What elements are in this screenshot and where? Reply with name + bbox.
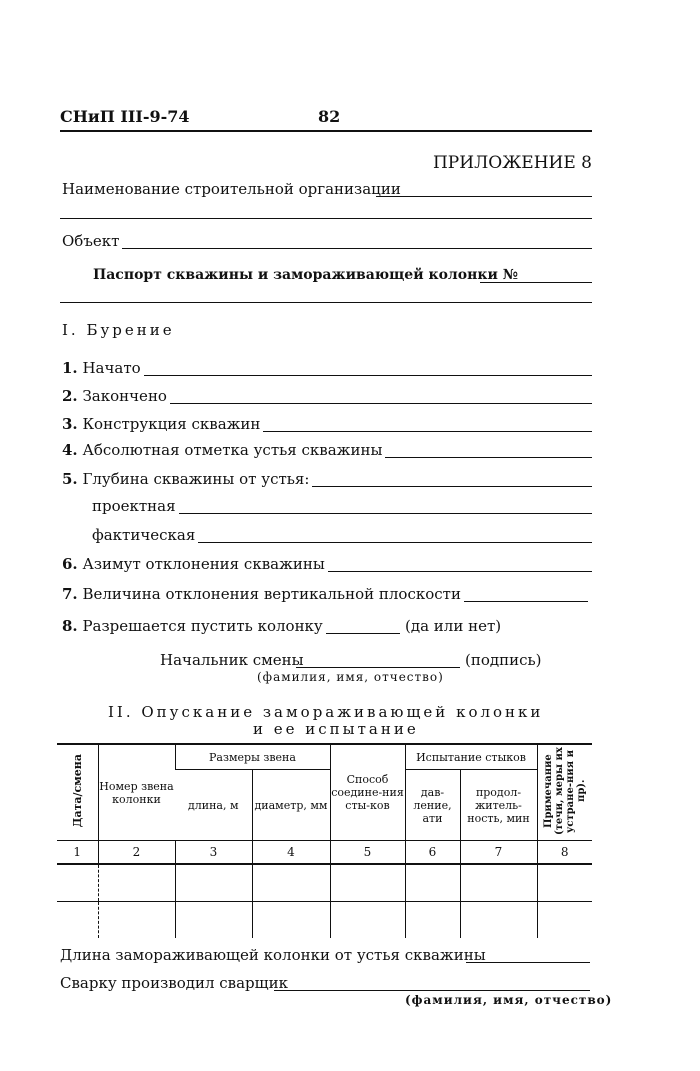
chief-fio-hint: (фамилия, имя, отчество) [257,670,444,684]
item-number: 5. [62,470,78,488]
item-label: Азимут отклонения скважины [82,555,325,573]
org-label: Наименование строительной организации [62,180,401,198]
column-number: 1 [57,841,98,865]
doc-code: СНиП III-9-74 [60,107,190,126]
welder-fio-hint: (фамилия, имя, отчество) [405,993,613,1007]
appendix-label: ПРИЛОЖЕНИЕ 8 [432,153,592,173]
item-number: 2. [62,387,78,405]
drilling-item [62,359,141,377]
section2-title: II. Опускание замораживающей колонки [108,703,544,721]
item-label: Начато [82,359,141,377]
object-label: Объект [62,232,120,250]
item-field[interactable] [144,375,592,376]
item-label: Разрешается пустить колонку [82,617,323,635]
length-label: Длина замораживающей колонки от устья скважины [60,946,486,964]
column-number: 4 [252,841,330,865]
item-label: Глубина скважины от устья: [82,470,310,488]
page-number: 82 [318,107,341,126]
passport-number-field[interactable] [480,282,592,283]
header-rule [60,130,592,132]
column-number: 6 [405,841,460,865]
drilling-item [92,497,176,515]
item-number: 1. [62,359,78,377]
drilling-item [62,441,382,459]
column-number: 8 [537,841,592,865]
th-diameter: диаметр, мм [252,770,330,841]
column-number: 7 [460,841,537,865]
welder-label: Сварку производил сварщик [60,974,288,992]
item-label: Конструкция скважин [82,415,261,433]
column-log-table [57,743,592,938]
org-field[interactable] [376,196,592,197]
drilling-item [92,526,195,544]
item-label: фактическая [92,526,196,544]
item-field[interactable] [170,403,592,404]
item-field[interactable] [312,486,592,487]
item-field[interactable] [198,542,592,543]
item-field[interactable] [385,457,592,458]
th-link-number: Номер звена колонки [98,744,175,841]
section2-subtitle: и ее испытание [253,720,419,738]
item-number: 6. [62,555,78,573]
item-field[interactable] [179,513,592,514]
signature-label: (подпись) [465,651,542,669]
item-label: Абсолютная отметка устья скважины [82,441,383,459]
table-row [57,864,592,902]
item-label: Величина отклонения вертикальной плоскости [82,585,461,603]
drilling-item [62,585,461,603]
th-length: длина, м [187,798,239,812]
column-number: 3 [175,841,252,865]
object-field[interactable] [122,248,592,249]
item-field[interactable] [326,633,400,634]
passport-line[interactable] [60,302,592,303]
table-row [57,902,592,939]
th-joint-method: Способ соедине-ния сты-ков [330,744,405,841]
th-link-sizes: Размеры звена [175,744,330,770]
item-label: Закончено [82,387,167,405]
th-pressure: дав-ление, ати [405,770,460,841]
item-label: проектная [92,497,176,515]
drilling-item [62,555,325,573]
item-field[interactable] [328,571,592,572]
item-number: 7. [62,585,78,603]
th-note: Примечание (течи, меры их устране-ния и пр). [542,747,587,835]
drilling-item [62,387,167,405]
length-field[interactable] [466,962,590,963]
column-number: 5 [330,841,405,865]
yes-no-hint: (да или нет) [405,617,502,635]
drilling-item [62,415,260,433]
th-joint-test: Испытание стыков [405,744,537,770]
column-number: 2 [98,841,175,865]
item-field[interactable] [464,601,588,602]
item-number: 8. [62,617,78,635]
th-duration: продол-житель-ность, мин [460,770,537,841]
section1-title: I. Бурение [62,321,175,339]
th-date-shift: Дата/смена [70,754,84,828]
item-number: 4. [62,441,78,459]
org-field-line2[interactable] [60,218,592,219]
item-number: 3. [62,415,78,433]
drilling-item [62,470,309,488]
chief-label: Начальник смены [160,651,304,669]
passport-title: Паспорт скважины и замораживающей колонки № [93,267,518,283]
item-field[interactable] [263,431,592,432]
drilling-item [62,617,323,635]
